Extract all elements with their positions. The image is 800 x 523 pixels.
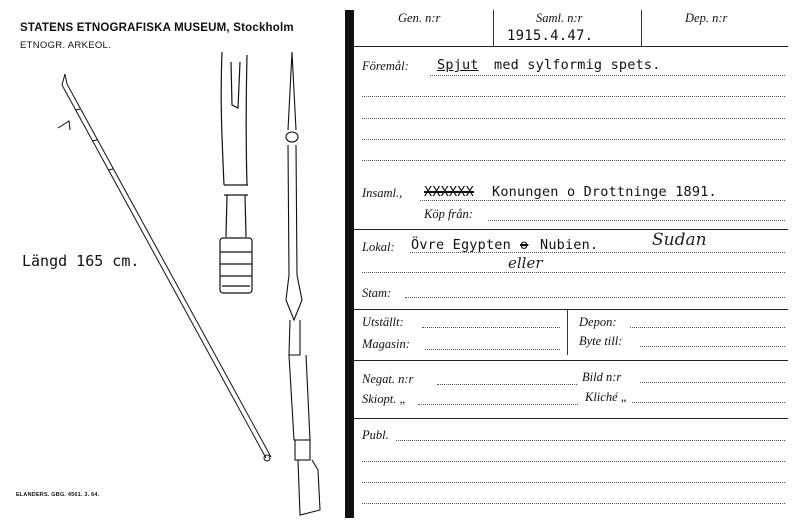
gen-label: Gen. n:r [398, 11, 441, 25]
spear-head-detail [286, 52, 320, 515]
dep-label: Dep. n:r [685, 11, 728, 25]
insaml-value: Konungen o Drottningе 1891. [492, 184, 717, 200]
department-label: ETNOGR. ARKEOL. [20, 40, 112, 51]
printer-mark: ELANDERS. GBG. 4561. 3. 64. [16, 492, 100, 498]
foremal-rest: med sylformig spets. [494, 57, 661, 73]
spear-butt-detail [220, 52, 252, 293]
kliche-label: Kliché „ [585, 390, 628, 404]
utstallt-label: Utställt: [362, 315, 404, 329]
museum-name: STATENS ETNOGRAFISKA MUSEUM, Stockholm [20, 22, 294, 34]
skiopt-label: Skiopt. „ [362, 392, 407, 406]
saml-label: Saml. n:r [536, 11, 583, 25]
foremal-word: Spjut [437, 57, 479, 73]
header-divider-2 [641, 10, 642, 46]
lokal-handwritten-1: Sudan [652, 230, 707, 250]
rule-3 [354, 309, 788, 310]
rule-2 [354, 229, 788, 230]
stam-label: Stam: [362, 286, 392, 300]
foremal-label: Föremål: [362, 59, 409, 73]
negat-label: Negat. n:r [362, 372, 414, 386]
saml-value: 1915.4.47. [507, 28, 594, 44]
insaml-label: Insaml., [362, 186, 403, 200]
rule-5 [354, 418, 788, 419]
length-note: Längd 165 cm. [22, 252, 140, 270]
lokal-label: Lokal: [362, 240, 395, 254]
mid-divider [567, 309, 568, 355]
publ-label: Publ. [362, 428, 389, 442]
header-divider-1 [493, 10, 494, 46]
kop-label: Köp från: [424, 207, 473, 221]
card-divider [345, 10, 354, 518]
lokal-struck: o [520, 237, 529, 253]
depon-label: Depon: [579, 315, 617, 329]
rule-1 [354, 46, 788, 47]
bild-label: Bild n:r [582, 370, 622, 384]
rule-4 [354, 360, 788, 361]
byte-label: Byte till: [579, 334, 623, 348]
lokal-value-2: Nubien. [540, 237, 599, 253]
lokal-value: Övre Egypten [411, 237, 511, 253]
magasin-label: Magasin: [362, 337, 410, 351]
insaml-struck: XXXXXX [424, 184, 474, 200]
lokal-handwritten-2: eller [508, 254, 543, 272]
